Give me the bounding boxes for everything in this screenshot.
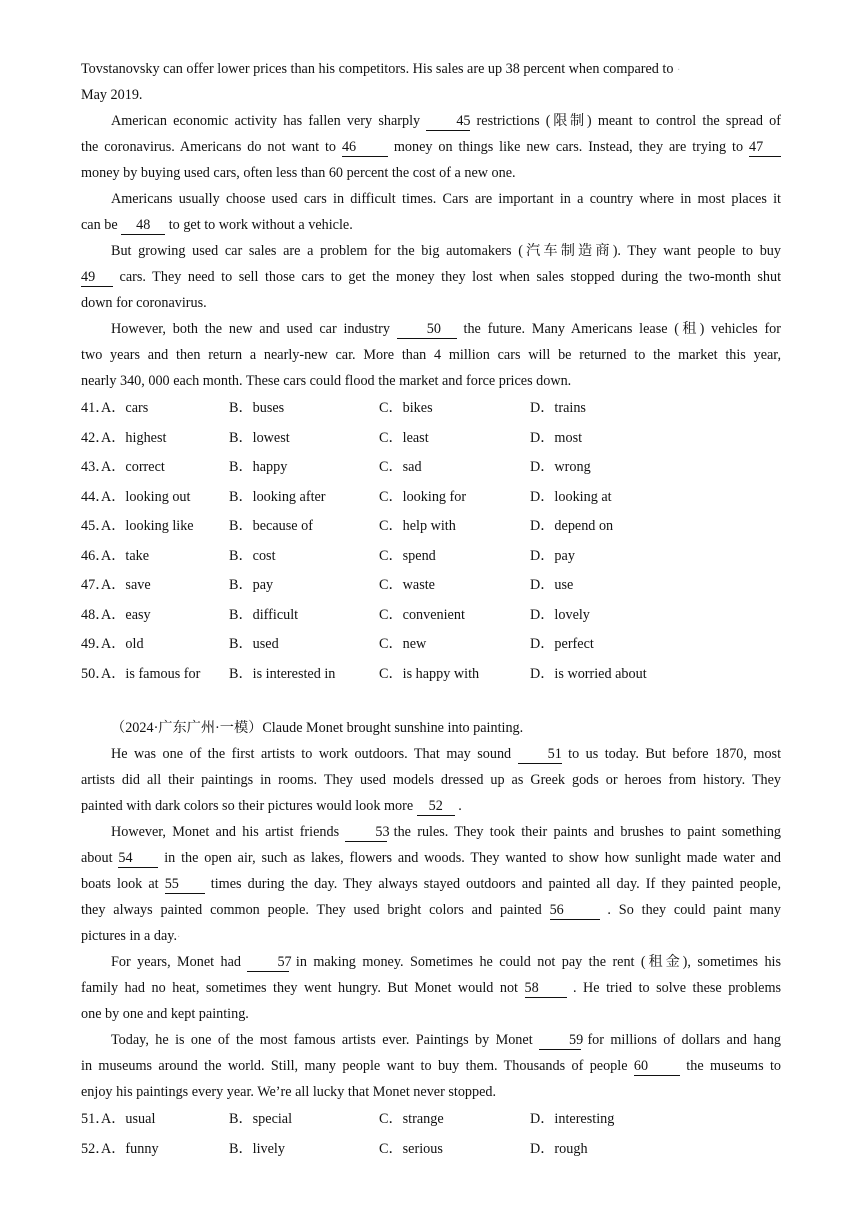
passage-line <box>81 134 781 160</box>
text: for millions of dollars and hang <box>587 1032 781 1048</box>
text: the future. Many Americans lease (租) vehicles for <box>463 321 781 337</box>
question-row <box>81 512 781 542</box>
text: Americans usually choose used cars in difficult times. Cars are important in a country where in most places it <box>111 191 781 207</box>
option-d[interactable]: D．use <box>530 577 574 593</box>
option-b[interactable]: B．buses <box>229 400 285 416</box>
text: the rules. They took their paints and brushes to paint something <box>393 824 781 840</box>
text: the museums to <box>686 1058 781 1074</box>
text: boats look at <box>81 876 159 892</box>
text: money by buying used cars, often less than 60 percent the cost of a new one. <box>81 165 516 181</box>
passage-line <box>81 56 781 82</box>
text: （2024·广东广州·一模）Claude Monet brought sunshine into painting. <box>111 720 524 736</box>
text: May 2019. <box>81 87 143 103</box>
option-a[interactable]: A．looking like <box>101 518 194 534</box>
text: For years, Monet had <box>111 954 241 970</box>
text: However, Monet and his artist friends <box>111 824 340 840</box>
option-d[interactable]: D．lovely <box>530 606 590 623</box>
passage-line <box>81 741 781 767</box>
question-number: 50． <box>81 665 110 682</box>
text: to get to work without a vehicle. <box>168 217 353 233</box>
passage-line <box>81 819 781 845</box>
option-b[interactable]: B．lively <box>229 1140 285 1157</box>
question-row <box>81 660 781 690</box>
blank-52: 52 <box>417 798 455 816</box>
text: American economic activity has fallen very sharply <box>111 113 421 129</box>
question-number: 52． <box>81 1140 110 1157</box>
paragraph-mark: · <box>677 65 681 76</box>
option-a[interactable]: A．is famous for <box>101 665 201 682</box>
blank-60: 60 <box>634 1058 680 1076</box>
option-c[interactable]: C．convenient <box>379 606 465 623</box>
question-row <box>81 1135 781 1165</box>
option-a[interactable]: A．looking out <box>101 488 191 505</box>
question-row <box>81 394 781 424</box>
text: times during the day. They always stayed outdoors and painted all day. If they painted people, <box>210 876 781 892</box>
passage-line <box>81 1027 781 1053</box>
passage-line <box>81 1053 781 1079</box>
passage-line <box>81 949 781 975</box>
option-c[interactable]: C．looking for <box>379 488 467 505</box>
text: . He tried to solve these problems <box>573 980 781 996</box>
passage-line <box>81 212 781 238</box>
option-a[interactable]: A．easy <box>101 606 151 623</box>
passage-line <box>81 923 781 949</box>
option-d[interactable]: D．interesting <box>530 1111 615 1127</box>
option-a[interactable]: A．funny <box>101 1140 159 1157</box>
blank-55: 55 <box>165 876 205 894</box>
passage-line <box>81 264 781 290</box>
passage-line <box>81 871 781 897</box>
text: two years and then return a nearly-new car. More than 4 million cars will be returned to the market this year, <box>81 347 781 363</box>
options-list-1 <box>81 394 781 689</box>
option-b[interactable]: B．cost <box>229 547 276 564</box>
option-b[interactable]: B．is interested in <box>229 665 336 682</box>
text: painted with dark colors so their pictures would look more <box>81 798 414 814</box>
passage-line <box>81 975 781 1001</box>
option-a[interactable]: A．save <box>101 577 151 593</box>
document-page <box>81 56 781 1164</box>
question-number: 44． <box>81 488 110 505</box>
blank-58: 58 <box>525 980 567 998</box>
text: they always painted common people. They used bright colors and painted <box>81 902 542 918</box>
question-number: 46． <box>81 547 110 564</box>
question-number: 42． <box>81 429 110 446</box>
paragraph-mark: · <box>177 932 181 943</box>
option-c[interactable]: C．is happy with <box>379 665 480 682</box>
option-a[interactable]: A．cars <box>101 400 149 416</box>
blank-54: 54 <box>118 850 158 868</box>
option-c[interactable]: C．sad <box>379 459 422 475</box>
blank-47: 47 <box>749 139 781 157</box>
passage-line <box>81 368 781 394</box>
question-row <box>81 542 781 572</box>
passage-line <box>81 342 781 368</box>
option-c[interactable]: C．new <box>379 636 427 652</box>
passage-line <box>81 108 781 134</box>
option-a[interactable]: A．old <box>101 636 144 652</box>
text: down for coronavirus. <box>81 295 207 311</box>
option-b[interactable]: B．because of <box>229 518 313 534</box>
text: about <box>81 850 113 866</box>
text: . So they could paint many <box>607 902 781 918</box>
passage-line <box>81 897 781 923</box>
passage-line <box>81 1079 781 1105</box>
passage-line <box>81 82 781 108</box>
option-b[interactable]: B．pay <box>229 577 274 593</box>
passage-line <box>81 186 781 212</box>
question-row <box>81 1105 781 1135</box>
passage-line <box>81 316 781 342</box>
text: cars. They need to sell those cars to get the money they lost when sales stopped during the two-month shut <box>119 269 781 285</box>
question-number: 49． <box>81 636 110 652</box>
blank-51: 51 <box>518 746 562 764</box>
option-b[interactable]: B．lowest <box>229 429 290 446</box>
option-b[interactable]: B．difficult <box>229 606 299 623</box>
blank-50: 50 <box>397 321 457 339</box>
option-d[interactable]: D．trains <box>530 400 586 416</box>
passage-line <box>81 845 781 871</box>
question-number: 51． <box>81 1111 110 1127</box>
blank-53: 53 <box>345 824 387 842</box>
option-a[interactable]: A．take <box>101 547 150 564</box>
option-a[interactable]: A．highest <box>101 429 167 446</box>
text: money on things like new cars. Instead, they are trying to <box>393 139 744 155</box>
text: to us today. But before 1870, most <box>568 746 781 762</box>
text: He was one of the first artists to work outdoors. That may sound <box>111 746 512 762</box>
blank-45: 45 <box>426 113 470 131</box>
text: Today, he is one of the most famous artists ever. Paintings by Monet <box>111 1032 533 1048</box>
text: in museums around the world. Still, many people want to buy them. Thousands of people <box>81 1058 628 1074</box>
option-d[interactable]: D．rough <box>530 1140 588 1157</box>
text: restrictions (限制) meant to control the spread of <box>476 113 781 129</box>
blank-49: 49 <box>81 269 113 287</box>
text: But growing used car sales are a problem for the big automakers (汽车制造商). They want people to buy <box>111 243 781 259</box>
passage-line <box>81 1001 781 1027</box>
text: However, both the new and used car industry <box>111 321 390 337</box>
option-c[interactable]: C．bikes <box>379 400 433 416</box>
text: the coronavirus. Americans do not want to <box>81 139 336 155</box>
option-b[interactable]: B．happy <box>229 459 288 475</box>
option-d[interactable]: D．is worried about <box>530 665 647 682</box>
blank-59: 59 <box>539 1032 581 1050</box>
question-number: 45． <box>81 518 110 534</box>
question-row <box>81 601 781 631</box>
question-row <box>81 453 781 483</box>
option-d[interactable]: D．perfect <box>530 636 594 652</box>
option-c[interactable]: C．least <box>379 429 429 446</box>
text: artists did all their paintings in rooms. They used models dressed up as Greek gods or heroes from history. They <box>81 772 781 788</box>
question-row <box>81 424 781 454</box>
passage-line <box>81 238 781 264</box>
question-row <box>81 483 781 513</box>
question-number: 41． <box>81 400 110 416</box>
blank-48: 48 <box>121 217 165 235</box>
option-b[interactable]: B．used <box>229 636 279 652</box>
question-number: 43． <box>81 459 110 475</box>
options-list-2 <box>81 1105 781 1164</box>
option-a[interactable]: A．usual <box>101 1111 156 1127</box>
passage-line <box>81 793 781 819</box>
blank-46: 46 <box>342 139 388 157</box>
passage-line <box>81 767 781 793</box>
text: family had no heat, sometimes they went hungry. But Monet would not <box>81 980 518 996</box>
option-d[interactable]: D．wrong <box>530 459 591 475</box>
question-number: 47． <box>81 577 110 593</box>
text: Tovstanovsky can offer lower prices than his competitors. His sales are up 38 percent when compared to <box>81 61 674 77</box>
text: pictures in a day. <box>81 928 177 944</box>
option-c[interactable]: C．help with <box>379 518 456 534</box>
option-d[interactable]: D．looking at <box>530 488 612 505</box>
option-b[interactable]: B．special <box>229 1111 293 1127</box>
question-row <box>81 571 781 601</box>
passage-line <box>81 290 781 316</box>
spacer <box>81 689 781 715</box>
option-d[interactable]: D．depend on <box>530 518 614 534</box>
blank-56: 56 <box>550 902 600 920</box>
text: nearly 340, 000 each month. These cars could flood the market and force prices down. <box>81 373 572 389</box>
option-c[interactable]: C．waste <box>379 577 435 593</box>
option-c[interactable]: C．serious <box>379 1140 443 1157</box>
passage-line <box>81 160 781 186</box>
blank-57: 57 <box>247 954 289 972</box>
question-number: 48． <box>81 606 110 623</box>
option-c[interactable]: C．strange <box>379 1111 444 1127</box>
text: in the open air, such as lakes, flowers and woods. They wanted to show how sunlight made water and <box>164 850 781 866</box>
passage-title <box>81 715 781 741</box>
question-row <box>81 630 781 660</box>
text: one by one and kept painting. <box>81 1006 249 1022</box>
option-d[interactable]: D．most <box>530 429 583 446</box>
text: enjoy his paintings every year. We’re all lucky that Monet never stopped. <box>81 1084 497 1100</box>
text: can be <box>81 217 118 233</box>
text: in making money. Sometimes he could not pay the rent (租金), sometimes his <box>295 954 781 970</box>
option-b[interactable]: B．looking after <box>229 488 326 505</box>
option-c[interactable]: C．spend <box>379 547 436 564</box>
option-a[interactable]: A．correct <box>101 459 165 475</box>
option-d[interactable]: D．pay <box>530 547 575 564</box>
text: . <box>458 798 462 814</box>
